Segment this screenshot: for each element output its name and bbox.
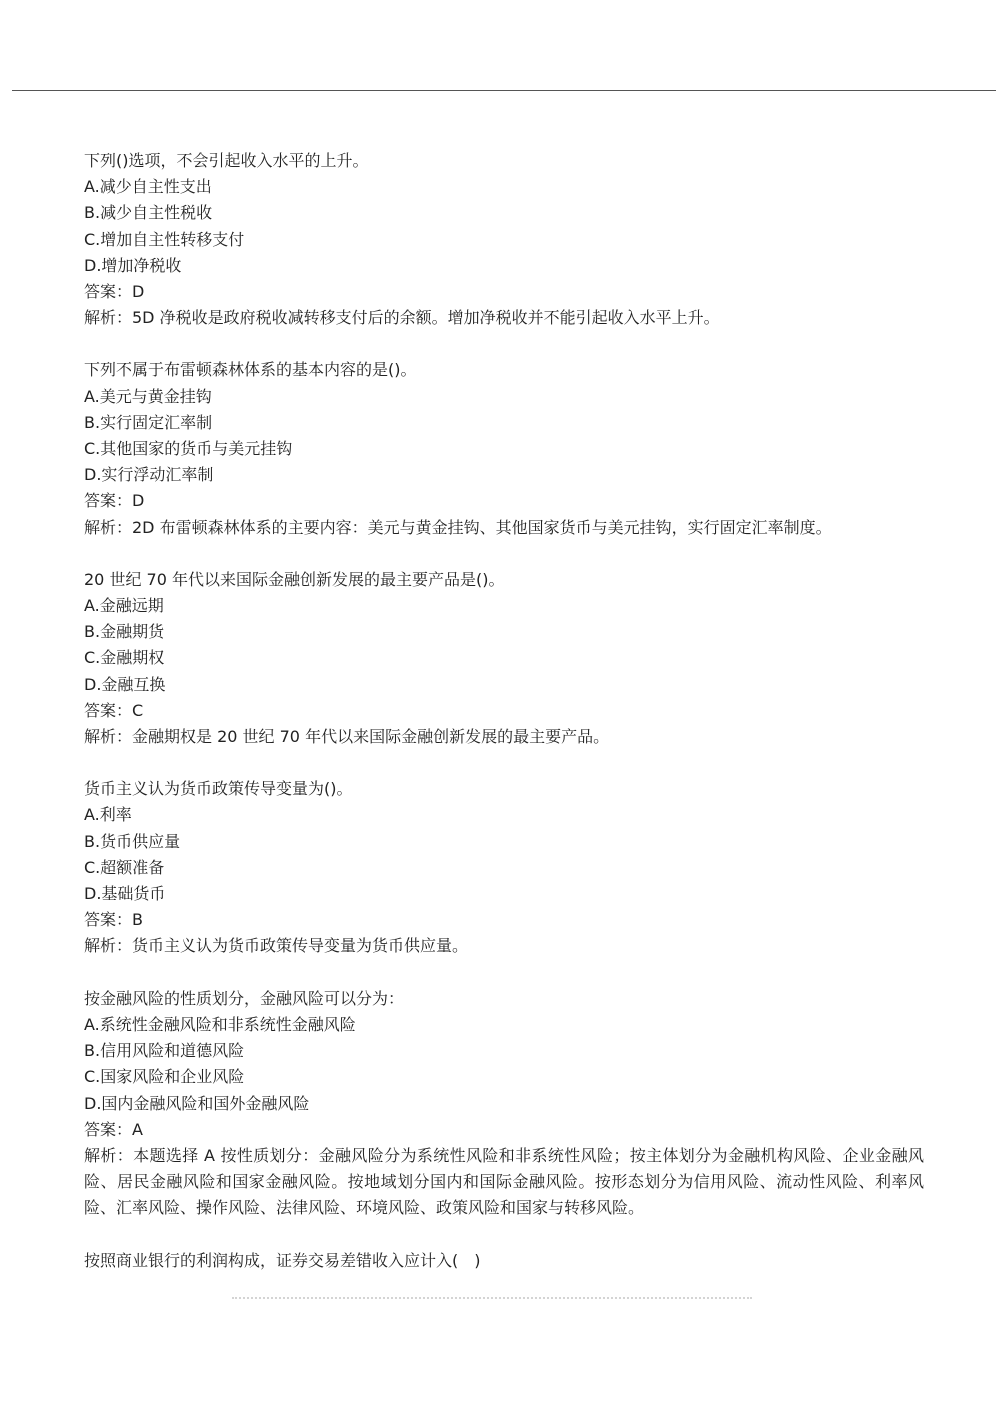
answer: 答案：C <box>84 700 144 720</box>
option-c: C.增加自主性转移支付 <box>84 229 245 249</box>
option-c: C.金融期权 <box>84 648 165 668</box>
analysis: 解析：本题选择 A 按性质划分：金融风险分为系统性风险和非系统性风险；按主体划分为金融机构风险、企业金融风险、居民金融风险和国家金融风险。按地域划分国内和国际金融风险。按形态划分为信用风险、流动性风险、利率风险、汇率风险、操作风险、法律风险、环境风险、政策风险和国家与转移风险。 <box>84 1145 924 1218</box>
answer: 答案：D <box>84 282 145 302</box>
question-stem: 按金融风险的性质划分，金融风险可以分为： <box>84 988 405 1008</box>
option-d: D.国内金融风险和国外金融风险 <box>84 1093 310 1113</box>
option-b: B.金融期货 <box>84 622 165 642</box>
question-6 <box>84 1248 924 1274</box>
option-d: D.基础货币 <box>84 884 166 904</box>
header-rule <box>12 90 996 91</box>
answer: 答案：A <box>84 1119 143 1139</box>
question-stem: 20 世纪 70 年代以来国际金融创新发展的最主要产品是()。 <box>84 569 505 589</box>
analysis: 解析：货币主义认为货币政策传导变量为货币供应量。 <box>84 936 469 956</box>
answer: 答案：B <box>84 910 143 930</box>
answer: 答案：D <box>84 491 145 511</box>
question-5 <box>84 986 924 1222</box>
option-a: A.美元与黄金挂钩 <box>84 386 212 406</box>
question-stem: 下列不属于布雷顿森林体系的基本内容的是()。 <box>84 360 417 380</box>
question-3 <box>84 567 924 750</box>
option-b: B.实行固定汇率制 <box>84 412 213 432</box>
option-d: D.增加净税收 <box>84 255 182 275</box>
question-stem: 下列()选项，不会引起收入水平的上升。 <box>84 151 369 170</box>
option-a: A.利率 <box>84 805 132 825</box>
question-stem: 按照商业银行的利润构成，证券交易差错收入应计入( ) <box>84 1250 481 1270</box>
question-4 <box>84 776 924 959</box>
option-b: B.信用风险和道德风险 <box>84 1041 245 1061</box>
analysis: 解析：金融期权是 20 世纪 70 年代以来国际金融创新发展的最主要产品。 <box>84 727 610 747</box>
option-a: A.减少自主性支出 <box>84 177 212 197</box>
analysis: 解析：5D 净税收是政府税收减转移支付后的余额。增加净税收并不能引起收入水平上升。 <box>84 308 720 328</box>
option-d: D.实行浮动汇率制 <box>84 465 214 485</box>
analysis: 解析：2D 布雷顿森林体系的主要内容：美元与黄金挂钩、其他国家货币与美元挂钩，实行固定汇率制度。 <box>84 517 832 537</box>
option-b: B.货币供应量 <box>84 831 181 851</box>
option-c: C.国家风险和企业风险 <box>84 1067 245 1087</box>
option-a: A.金融远期 <box>84 596 164 616</box>
document-body <box>84 148 924 1300</box>
option-b: B.减少自主性税收 <box>84 203 213 223</box>
scan-artifact <box>232 1297 752 1299</box>
question-2 <box>84 357 924 540</box>
option-c: C.其他国家的货币与美元挂钩 <box>84 439 293 459</box>
question-1 <box>84 148 924 331</box>
option-c: C.超额准备 <box>84 857 165 877</box>
question-stem: 货币主义认为货币政策传导变量为()。 <box>84 779 353 799</box>
option-d: D.金融互换 <box>84 674 166 694</box>
option-a: A.系统性金融风险和非系统性金融风险 <box>84 1014 356 1034</box>
